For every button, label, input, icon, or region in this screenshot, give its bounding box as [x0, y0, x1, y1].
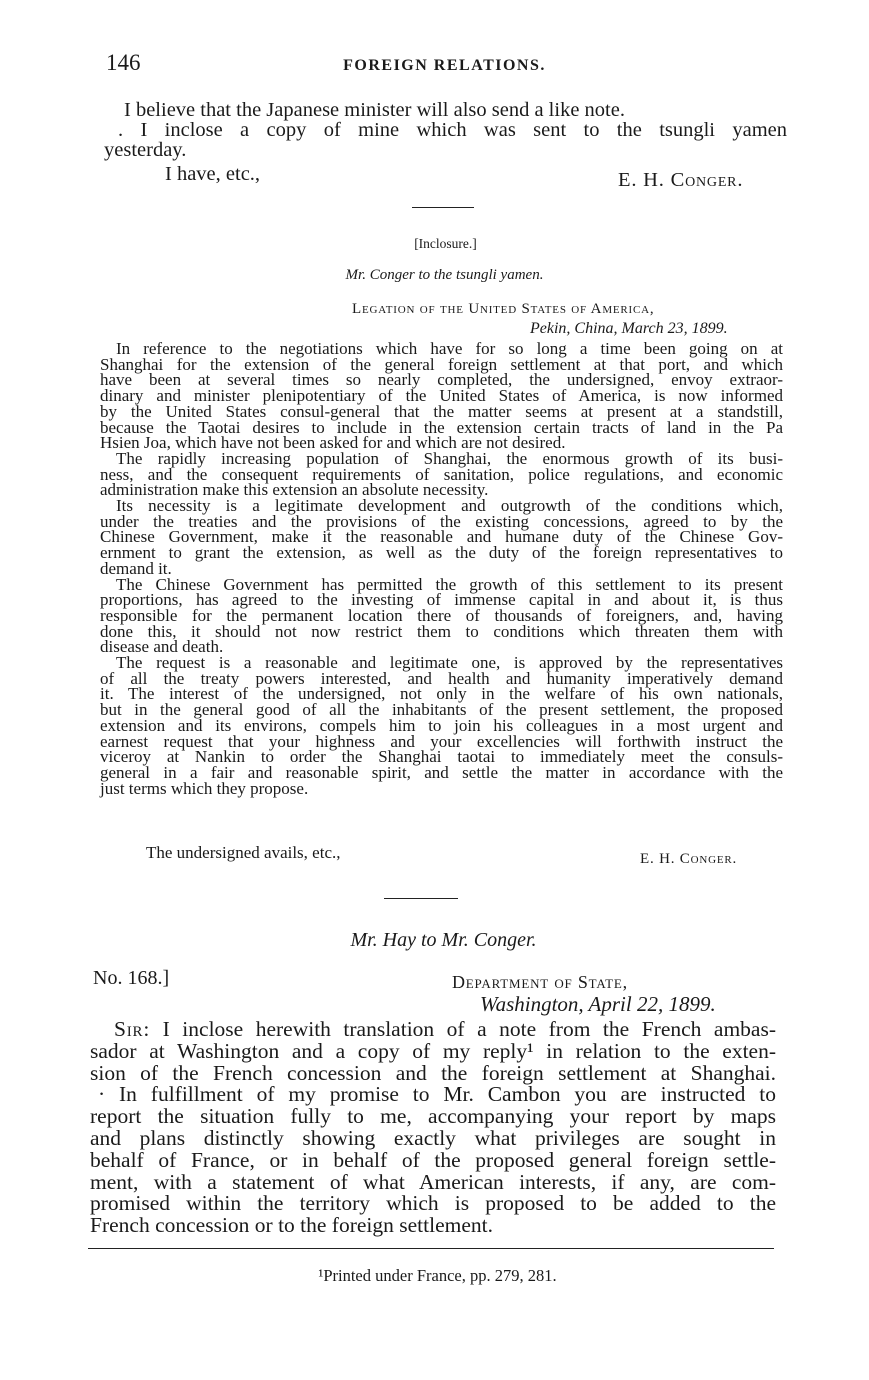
inclosure-line: viceroy at Nankin to order the Shanghai taotai to immediately meet the consuls-: [100, 747, 783, 767]
letter2-salutation: Sir:: [114, 1017, 151, 1041]
section-divider: [384, 898, 458, 899]
inclosure-label: [Inclosure.]: [414, 236, 477, 251]
letter1-closing: I have, etc.,: [165, 163, 261, 185]
inclosure-line: earnest request that your highness and your excellencies will forthwith instruct the: [100, 731, 783, 751]
letter2-line: report the situation fully to me, accompanying your report by maps: [90, 1104, 776, 1129]
letter1-line: I believe that the Japanese minister will also send a like note.: [124, 99, 625, 121]
inclosure-place: Legation of the United States of America,: [352, 301, 655, 317]
inclosure-line: responsible for the permanent location there of thousands of foreigners, and, having: [100, 605, 783, 625]
inclosure-line: ernment to grant the extension, as well as the duty of the foreign representatives to: [100, 543, 783, 563]
inclosure-line: just terms which they propose.: [100, 778, 309, 798]
inclosure-line: Chinese Government, make it the reasonable and humane duty of the Chinese Gov-: [100, 527, 783, 547]
inclosure-line: have been at several times so nearly completed, the undersigned, envoy extraor-: [100, 370, 783, 390]
letter2-line: promised within the territory which is proposed to be added to the: [90, 1191, 776, 1216]
inclosure-signature: E. H. Conger.: [640, 851, 738, 867]
page-number: 146: [106, 50, 141, 75]
inclosure-line: Shanghai for the extension of the general foreign settlement at that port, and which: [100, 354, 783, 374]
footnote-rule: [88, 1248, 774, 1249]
letter2-title: Mr. Hay to Mr. Conger.: [350, 929, 537, 951]
inclosure-line: The Chinese Government has permitted the growth of this settlement to its present: [116, 574, 783, 594]
letter2-line: ment, with a statement of what American interests, if any, are com-: [90, 1169, 776, 1194]
inclosure-line: by the United States consul-general that the matter seems at present at a standstill,: [100, 401, 783, 421]
letter2-line: and plans distinctly showing exactly what privileges are sought in: [90, 1125, 776, 1150]
inclosure-line: Hsien Joa, which have not been asked for and which are not desired.: [100, 433, 566, 453]
inclosure-line: The request is a reasonable and legitimate one, is approved by the representatives: [116, 653, 783, 673]
letter2-date: Washington, April 22, 1899.: [480, 992, 716, 1016]
letter2-number: No. 168.]: [93, 967, 170, 989]
section-divider: [412, 207, 474, 208]
inclosure-line: under the treaties and the provisions of the existing concessions, agreed to by the: [100, 511, 783, 531]
inclosure-line: ness, and the consequent requirements of sanitation, police regulations, and economic: [100, 464, 783, 484]
letter1-line: . I inclose a copy of mine which was sent to the tsungli yamen: [118, 119, 787, 141]
footnote: ¹Printed under France, pp. 279, 281.: [318, 1266, 557, 1285]
inclosure-line: because the Taotai desires to include in the extension certain tracts of land in the Pa: [100, 417, 783, 437]
inclosure-line: demand it.: [100, 558, 172, 578]
inclosure-line: administration make this extension an absolute necessity.: [100, 480, 489, 500]
inclosure-date: Pekin, China, March 23, 1899.: [530, 320, 728, 337]
inclosure-line: disease and death.: [100, 637, 224, 657]
letter2-line: sador at Washington and a copy of my reply¹ in relation to the exten-: [90, 1038, 776, 1063]
inclosure-line: proportions, has agreed to the investing of immense capital in and about it, is thus: [100, 590, 783, 610]
inclosure-line: dinary and minister plenipotentiary of the United States of America, is now informed: [100, 386, 783, 406]
letter2-line: · In fulfillment of my promise to Mr. Cambon you are instructed to: [98, 1082, 776, 1107]
inclosure-line: The rapidly increasing population of Shanghai, the enormous growth of its busi-: [116, 448, 783, 468]
letter2-line: sion of the French concession and the foreign settlement at Shanghai.: [90, 1060, 776, 1085]
inclosure-line: but in the general good of all the inhabitants of the present settlement, the proposed: [100, 700, 783, 720]
inclosure-line: Its necessity is a legitimate development and outgrowth of the conditions which,: [116, 496, 783, 516]
inclosure-line: done this, it should not now restrict them to conditions which threaten them with: [100, 621, 783, 641]
letter1-body: [104, 100, 787, 160]
letter2-body: [90, 1019, 776, 1237]
inclosure-title: Mr. Conger to the tsungli yamen.: [345, 267, 544, 283]
inclosure-line: extension and its environs, compels him to join his colleagues in a most urgent and: [100, 715, 783, 735]
letter1-line: yesterday.: [104, 139, 187, 161]
inclosure-line: it. The interest of the undersigned, not only in the welfare of his own nationals,: [100, 684, 783, 704]
letter2-place: Department of State,: [452, 972, 628, 992]
letter1-signature: E. H. Conger.: [618, 169, 744, 191]
inclosure-line: of all the treaty powers interested, and health and humanity imperatively demand: [100, 668, 783, 688]
letter2-line: behalf of France, or in behalf of the proposed general foreign settle-: [90, 1147, 776, 1172]
running-head: FOREIGN RELATIONS.: [343, 57, 546, 74]
inclosure-body: [100, 341, 783, 796]
inclosure-closing: The undersigned avails, etc.,: [146, 843, 341, 862]
letter2-line: I inclose herewith translation of a note from the French ambas-: [162, 1017, 776, 1041]
letter2-line: French concession or to the foreign settlement.: [90, 1213, 494, 1238]
inclosure-line: In reference to the negotiations which have for so long a time been going on at: [116, 339, 783, 358]
inclosure-line: general in a fair and reasonable spirit, and settle the matter in accordance with the: [100, 762, 783, 782]
